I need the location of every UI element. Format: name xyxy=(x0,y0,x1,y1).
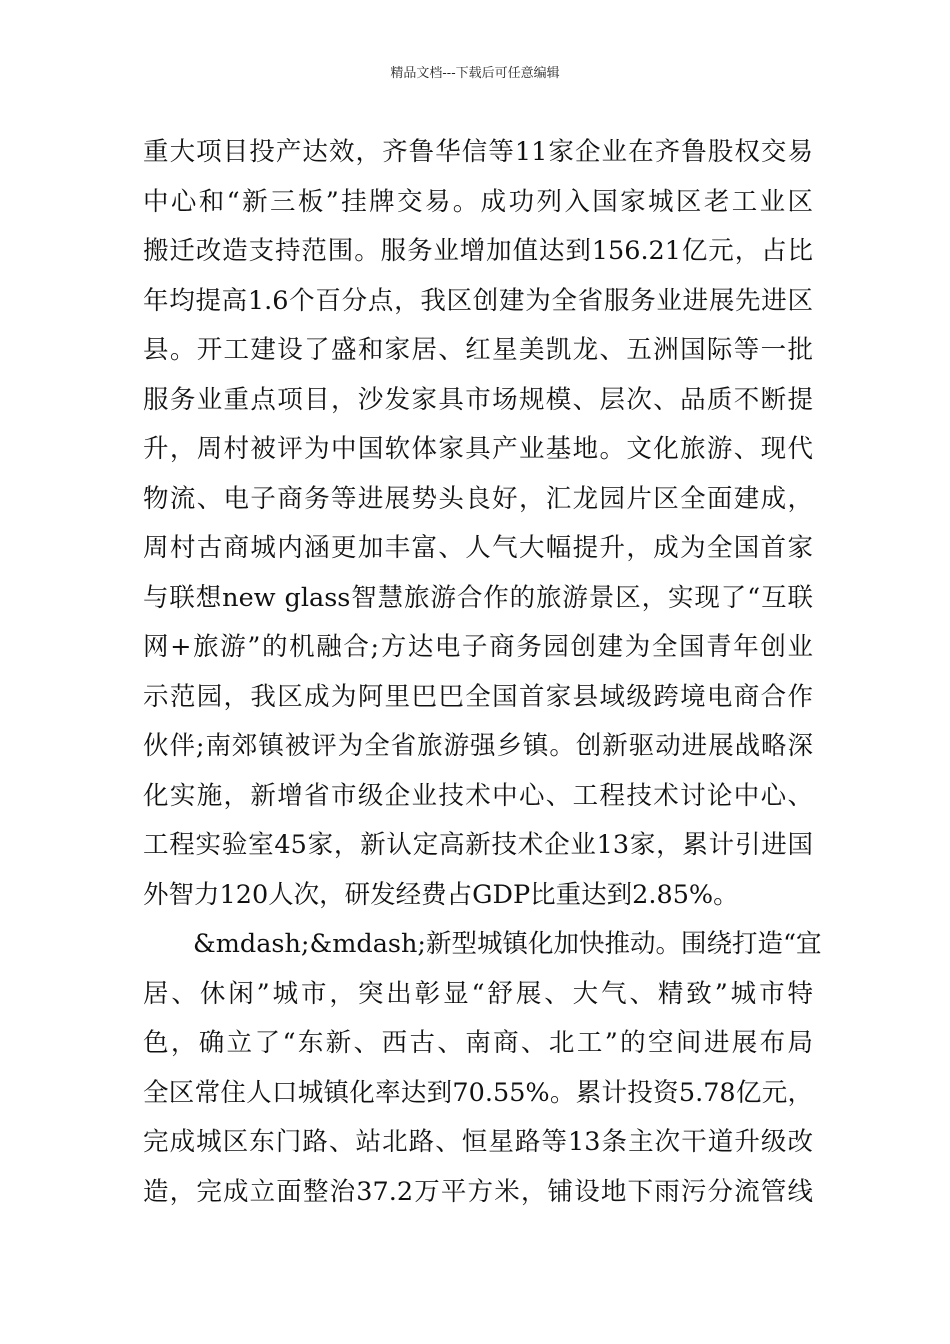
text-line: 色，确立了“东新、西古、南商、北工”的空间进展布局 xyxy=(143,1028,813,1058)
text-line: 年均提高1.6个百分点，我区创建为全省服务业进展先进区 xyxy=(143,285,813,316)
text-line: 外智力120人次，研发经费占GDP比重达到2.85%。 xyxy=(143,879,739,910)
text-line: 全区常住人口城镇化率达到70.55%。累计投资5.78亿元， xyxy=(143,1077,813,1108)
document-body xyxy=(143,128,822,1217)
text-line: 重大项目投产达效，齐鲁华信等11家企业在齐鲁股权交易 xyxy=(143,137,813,167)
text-line: 居、休闲”城市，突出彰显“舒展、大气、精致”城市特 xyxy=(143,978,813,1009)
text-line: 工程实验室45家，新认定高新技术企业13家，累计引进国 xyxy=(143,830,813,860)
text-line: 示范园，我区成为阿里巴巴全国首家县域级跨境电商合作 xyxy=(143,681,813,712)
text-line: &mdash;&mdash;新型城镇化加快推动。围绕打造“宜 xyxy=(193,929,822,959)
text-line: 服务业重点项目，沙发家具市场规模、层次、品质不断提 xyxy=(143,384,813,415)
text-line: 升，周村被评为中国软体家具产业基地。文化旅游、现代 xyxy=(143,434,813,464)
text-line: 网+旅游”的机融合;方达电子商务园创建为全国青年创业 xyxy=(143,632,813,662)
text-line: 与联想new glass智慧旅游合作的旅游景区，实现了“互联 xyxy=(143,582,813,613)
text-line: 伙伴;南郊镇被评为全省旅游强乡镇。创新驱动进展战略深 xyxy=(143,731,813,761)
text-line: 化实施，新增省市级企业技术中心、工程技术讨论中心、 xyxy=(143,780,813,811)
text-line: 完成城区东门路、站北路、恒星路等13条主次干道升级改 xyxy=(143,1127,813,1157)
text-line: 县。开工建设了盛和家居、红星美凯龙、五洲国际等一批 xyxy=(143,335,813,365)
text-line: 搬迁改造支持范围。服务业增加值达到156.21亿元，占比 xyxy=(143,236,813,266)
text-line: 周村古商城内涵更加丰富、人气大幅提升，成为全国首家 xyxy=(143,533,813,563)
text-line: 物流、电子商务等进展势头良好，汇龙园片区全面建成， xyxy=(143,483,813,514)
text-line: 造，完成立面整治37.2万平方米，铺设地下雨污分流管线 xyxy=(143,1176,813,1207)
text-line: 中心和“新三板”挂牌交易。成功列入国家城区老工业区 xyxy=(143,186,813,217)
page-header: 精品文档---下载后可任意编辑 xyxy=(390,66,560,81)
